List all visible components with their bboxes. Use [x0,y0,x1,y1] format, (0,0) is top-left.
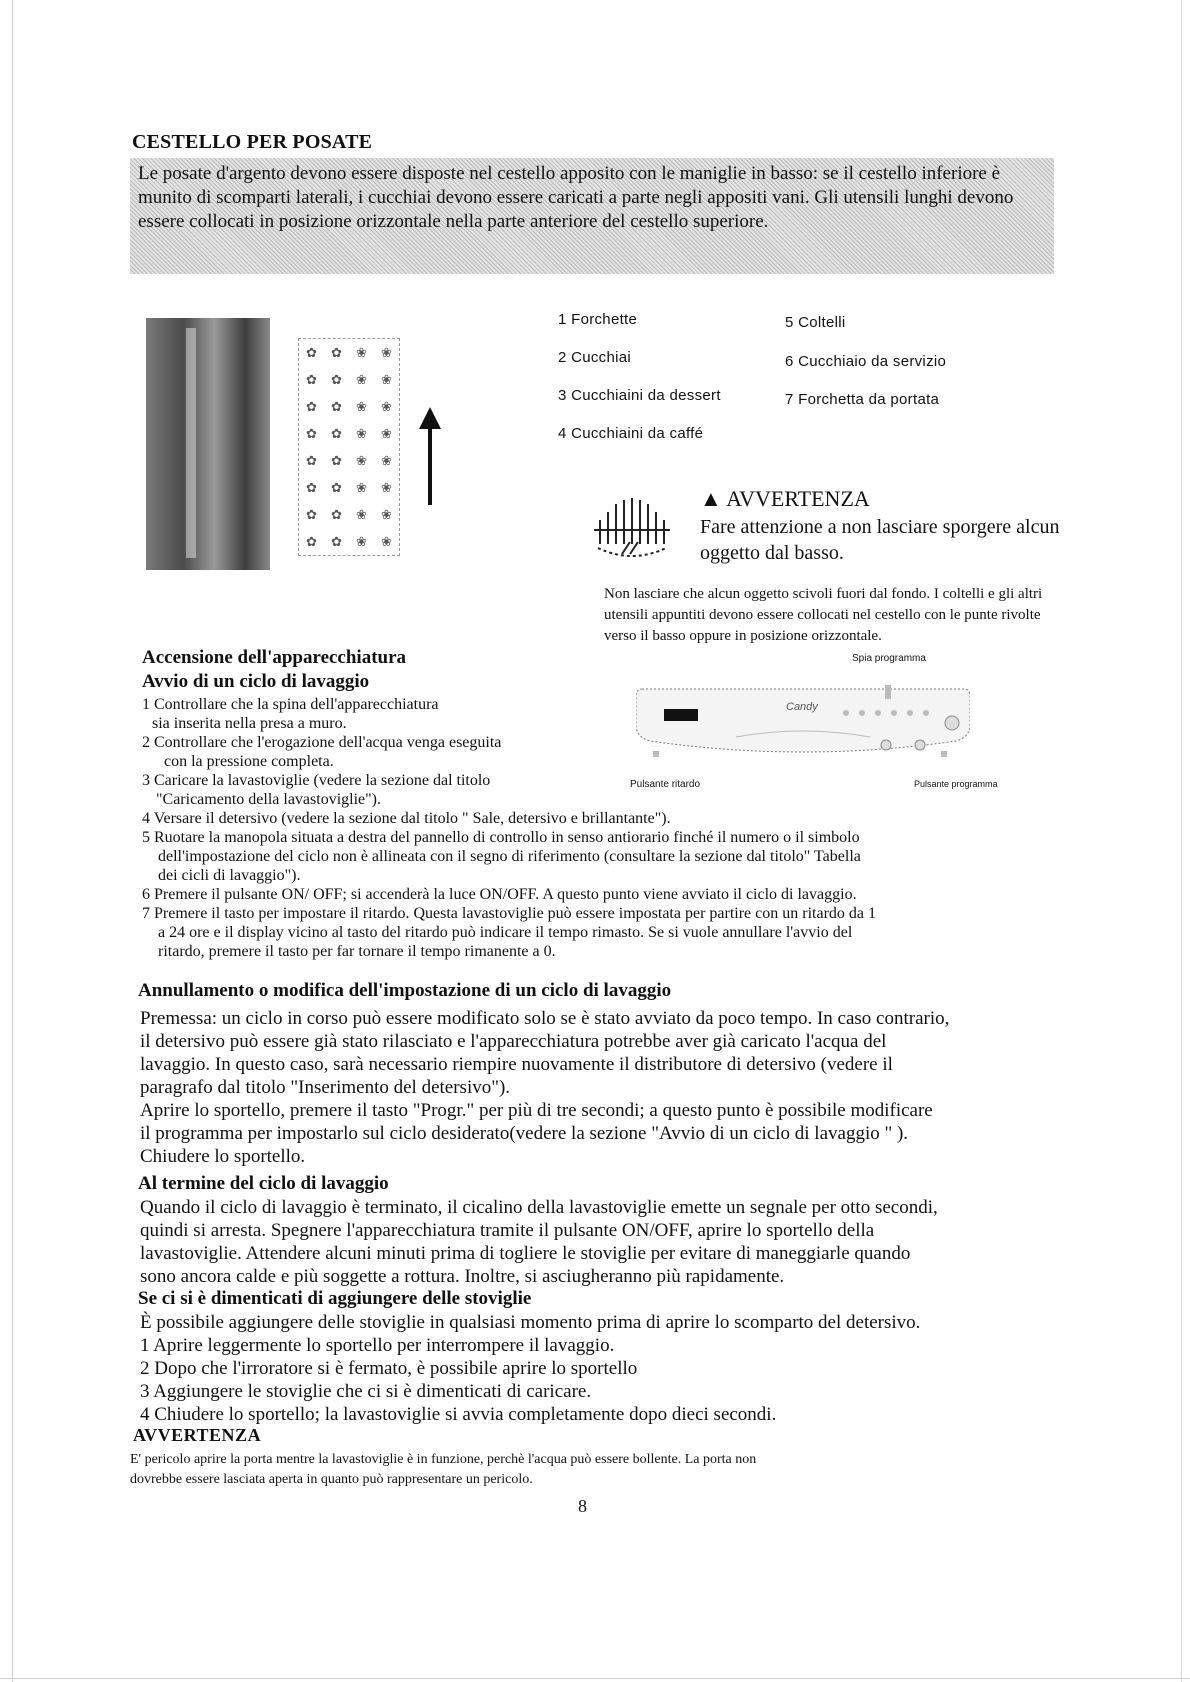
paragraph-line: paragrafo dal titolo "Inserimento del detersivo"). [140,1077,511,1098]
paragraph-line: Premessa: un ciclo in corso può essere modificato solo se è stato avviato da poco tempo. In caso contrario, [140,1008,950,1029]
arrow-up-icon [428,425,432,505]
legend-item-7: 7 Forchetta da portata [785,391,940,408]
cutlery-basket-photo [146,318,270,570]
paragraph-line: 3 Aggiungere le stoviglie che ci si è dimenticati di caricare. [140,1381,592,1402]
page-number: 8 [578,1496,587,1516]
section-heading-accensione: Accensione dell'apparecchiatura [142,647,407,668]
step-line: 4 Versare il detersivo (vedere la sezione dal titolo " Sale, detersivo e brillantante"). [142,810,671,827]
scan-edge-left [12,0,13,1682]
paragraph-line: il programma per impostarlo sul ciclo desiderato(vedere la sezione "Avvio di un ciclo di lavaggio " ). [140,1123,909,1144]
paragraph-line: 4 Chiudere lo sportello; la lavastoviglie si avvia completamente dopo dieci secondi. [140,1404,777,1425]
cutlery-basket-diagram: ✿ ✿ ❀ ❀ ✿ ✿ ❀ ❀ ✿ ✿ ❀ ❀ ✿ ✿ ❀ ❀ ✿ ✿ ❀ ❀ ✿ ✿ ❀ ❀ ✿ ✿ ❀ ❀ ✿ ✿ ❀ ❀ [298,338,400,556]
step-line: "Caricamento della lavastoviglie"). [156,791,381,808]
warning-text: Fare attenzione a non lasciare sporgere alcun oggetto dal basso. [700,516,1060,564]
section-heading-termine: Al termine del ciclo di lavaggio [138,1173,389,1194]
legend-item-2: 2 Cucchiai [558,349,632,366]
step-line: 6 Premere il pulsante ON/ OFF; si accenderà la luce ON/OFF. A questo punto viene avviato il ciclo di lavaggio. [142,886,857,903]
paragraph-line: Quando il ciclo di lavaggio è terminato, il cicalino della lavastoviglie emette un segnale per otto secondi, [140,1197,938,1218]
step-line: ritardo, premere il tasto per far tornare il tempo rimanente a 0. [158,943,556,960]
intro-shaded-paragraph: Le posate d'argento devono essere disposte nel cestello apposito con le maniglie in basso: se il cestello inferiore è munito di scomparti laterali, i cucchiai devono essere caricati a parte negli appositi vani. Gli utensili lunghi devono essere collocati in posizione orizzontale nella parte anteriore del cestello superiore. [130,158,1054,274]
step-line: dell'impostazione del ciclo non è allineata con il segno di riferimento (consultare la sezione dal titolo" Tabella [158,848,861,865]
paragraph-line: il detersivo può essere già stato rilasciato e l'apparecchiatura potrebbe aver già caricato l'acqua del [140,1031,887,1052]
control-panel-illustration [636,685,970,757]
step-line: 5 Ruotare la manopola situata a destra del pannello di controllo in senso antiorario finché il numero o il simbolo [142,829,860,846]
paragraph-line: È possibile aggiungere delle stoviglie in qualsiasi momento prima di aprire lo scomparto del detersivo. [140,1312,921,1333]
paragraph-line: sono ancora calde e più soggette a rottura. Inoltre, si asciugheranno più rapidamente. [140,1266,785,1287]
legend-item-1: 1 Forchette [558,311,638,328]
paragraph-line: lavastoviglie. Attendere alcuni minuti prima di togliere le stoviglie per evitare di maneggiarle quando [140,1243,911,1264]
warning-note: Non lasciare che alcun oggetto scivoli fuori dal fondo. I coltelli e gli altri utensili appuntiti devono essere collocati nel cestello con le punte rivolte verso il basso oppure in posizione orizzontale. [604,586,1043,644]
legend-item-5: 5 Coltelli [785,314,846,331]
sharp-items-warning-icon [592,490,672,566]
scan-edge-right [1181,0,1182,1682]
paragraph-line: 1 Aprire leggermente lo sportello per interrompere il lavaggio. [140,1335,615,1356]
section-heading-annullamento: Annullamento o modifica dell'impostazione di un ciclo di lavaggio [138,980,672,1001]
panel-brand: Candy [786,701,818,713]
step-line: sia inserita nella presa a muro. [152,715,347,732]
legend-item-6: 6 Cucchiaio da servizio [785,353,947,370]
paragraph-line: quindi si arresta. Spegnere l'apparecchiatura tramite il pulsante ON/OFF, aprire lo sportello della [140,1220,875,1241]
section-heading-avvertenza: AVVERTENZA [133,1425,262,1445]
paragraph-line: lavaggio. In questo caso, sarà necessario riempire nuovamente il distributore di detersivo (vedere il [140,1054,893,1075]
step-line: a 24 ore e il display vicino al tasto del ritardo può indicare il tempo rimasto. Se si vuole annullare l'avvio del [158,924,853,941]
warning-line: dovrebbe essere lasciata aperta in quanto può rappresentare un pericolo. [130,1472,533,1487]
paragraph-line: 2 Dopo che l'irroratore si è fermato, è possibile aprire lo sportello [140,1358,638,1379]
section-heading-dimenticati: Se ci si è dimenticati di aggiungere delle stoviglie [138,1288,532,1309]
scan-edge-bottom [0,1678,1190,1679]
step-line: 1 Controllare che la spina dell'apparecchiatura [142,696,439,713]
section-subheading-avvio: Avvio di un ciclo di lavaggio [142,671,370,692]
step-line: 3 Caricare la lavastoviglie (vedere la sezione dal titolo [142,772,491,789]
paragraph-line: Chiudere lo sportello. [140,1146,306,1167]
paragraph-line: Aprire lo sportello, premere il tasto "Progr." per più di tre secondi; a questo punto è possibile modificare [140,1100,933,1121]
panel-label-program-button: Pulsante programma [914,779,998,789]
step-line: dei cicli di lavaggio"). [158,867,301,884]
warning-line: E' pericolo aprire la porta mentre la lavastoviglie è in funzione, perchè l'acqua può essere bollente. La porta non [130,1452,757,1467]
step-line: 7 Premere il tasto per impostare il ritardo. Questa lavastoviglie può essere impostata per partire con un ritardo da 1 [142,905,876,922]
step-line: 2 Controllare che l'erogazione dell'acqua venga eseguita [142,734,502,751]
legend-item-4: 4 Cucchiaini da caffé [558,425,704,442]
warning-triangle-icon: ▲ [700,486,727,511]
legend-item-3: 3 Cucchiaini da dessert [558,387,721,404]
warning-title: ▲ AVVERTENZA [700,486,870,511]
panel-label-delay-button: Pulsante ritardo [630,779,701,790]
step-line: con la pressione completa. [164,753,334,770]
panel-label-program-light: Spia programma [852,653,926,664]
page-title: CESTELLO PER POSATE [132,131,373,153]
